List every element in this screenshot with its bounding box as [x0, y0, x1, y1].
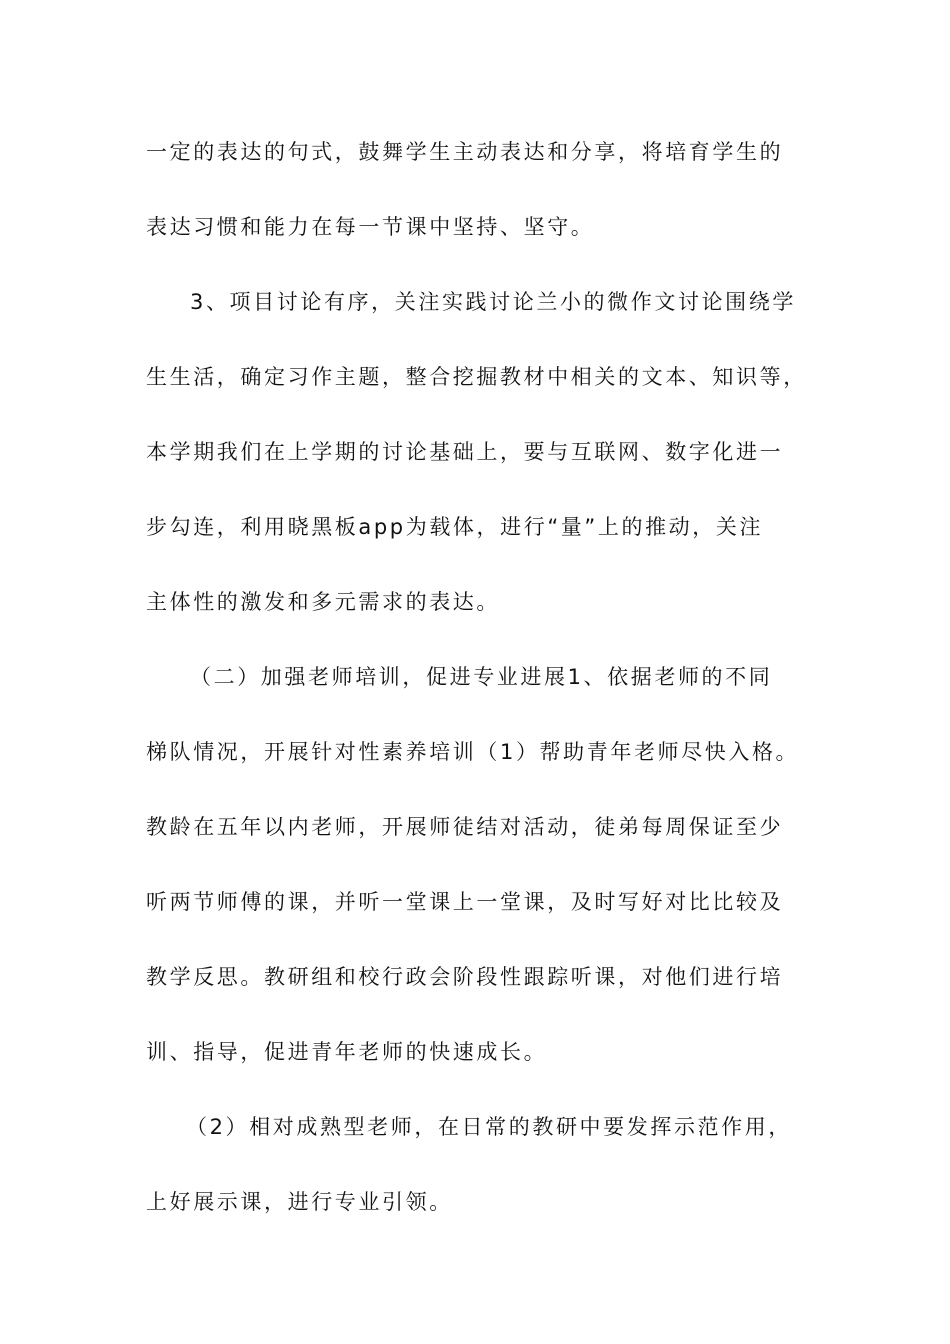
text-line: 上好展示课，进行专业引领。: [146, 1190, 453, 1214]
text-line: 听两节师傅的课，并听一堂课上一堂课，及时写好对比比较及: [146, 890, 784, 914]
text-line: 梯队情况，开展针对性素养培训（1）帮助青年老师尽快入格。: [146, 740, 800, 764]
text-line: 步勾连，利用晓黑板app为载体，进行“量”上的推动，关注: [146, 515, 764, 539]
text-line: 本学期我们在上学期的讨论基础上，要与互联网、数字化进一: [146, 440, 784, 464]
text-line: 表达习惯和能力在每一节课中坚持、坚守。: [146, 215, 595, 239]
text-line: （二）加强老师培训，促进专业进展1、依据老师的不同: [190, 665, 773, 689]
text-line: 教龄在五年以内老师，开展师徒结对活动，徒弟每周保证至少: [146, 815, 784, 839]
text-line: （2）相对成熟型老师，在日常的教研中要发挥示范作用，: [186, 1115, 792, 1139]
text-line: 一定的表达的句式，鼓舞学生主动表达和分享，将培育学生的: [146, 140, 784, 164]
text-line: 主体性的激发和多元需求的表达。: [146, 590, 500, 614]
text-line: 训、指导，促进青年老师的快速成长。: [146, 1040, 548, 1064]
text-line: 生生活，确定习作主题，整合挖掘教材中相关的文本、知识等，: [146, 365, 807, 389]
text-line: 教学反思。教研组和校行政会阶段性跟踪听课，对他们进行培: [146, 965, 784, 989]
text-line: 3、项目讨论有序，关注实践讨论兰小的微作文讨论围绕学: [190, 290, 796, 314]
